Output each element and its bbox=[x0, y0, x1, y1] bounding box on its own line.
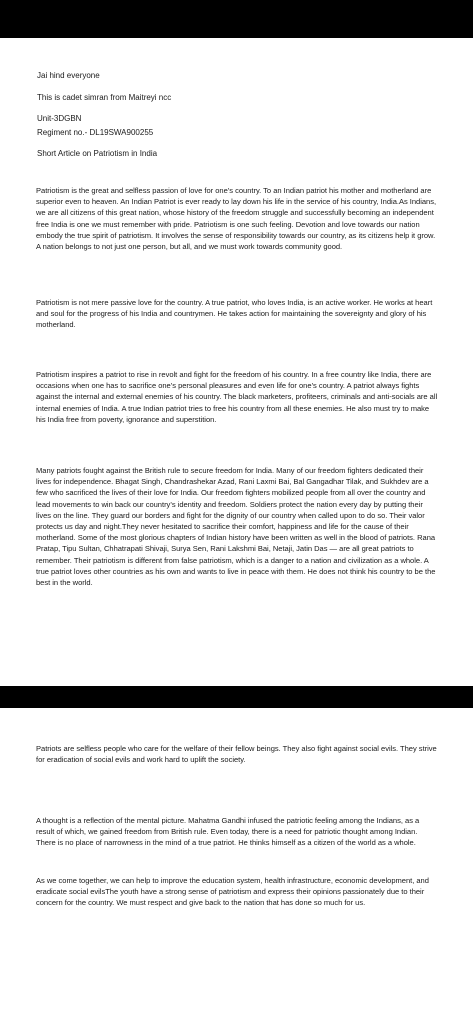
document-page-2 bbox=[0, 708, 473, 1024]
paragraph: As we come together, we can help to improve the education system, health infrastructure, economic development, and eradicate social evilsThe youth have a strong sense of patriotism and express their opinions passionately due to their concern for the country. We must respect and give back to the nation that has done so much for us. bbox=[36, 876, 429, 908]
paragraph: Many patriots fought against the British rule to secure freedom for India. Many of our freedom fighters dedicated their lives for independence. Bhagat Singh, Chandrashekar Azad, Rani Laxmi Bai, Bal Gangadhar Tilak, and Sukhdev are a few who sacrificed the lives of their love for India. Our freedom fighters mobilized people from all over the country and lead movements to win back our country’s identity and freedom. Soldiers protect the nation every day by putting their lives on the line. They guard our borders and fight for the dignity of our country when called upon to do so. Their valor protects us day and night.They never hesitated to sacrifice their comfort, happiness and life for the cause of their motherland. Some of the most glorious chapters of Indian history have been written as well in the blood of patriots. Rana Pratap, Tipu Sultan, Chhatrapati Shivaji, Surya Sen, Rani Lakshmi Bai, Netaji, Jatin Das — are all great patriots to remember. Their patriotism is different from false patriotism, which is a danger to a nation and civilization as a whole. A true patriot loves other countries as his own and wants to live in peace with them. He does not think his country to be the best in the world. bbox=[36, 466, 436, 588]
paragraph: Patriotism is the great and selfless passion of love for one’s country. To an Indian patriot his mother and motherland are superior even to heaven. An Indian Patriot is ever ready to lay down his life in the service of his country, India.As Indians, we are all citizens of this great nation, whose history of the freedom struggle and successfully becoming an independent free India is one we must remember with pride. Patriotism is one such feeling. Devotion and love towards our nation embody the true spirit of patriotism. It involves the sense of responsibility towards our country, as its citizens help it grow. A nation belongs to not just one person, but all, and we must work towards community good. bbox=[36, 186, 437, 252]
paragraph: Patriots are selfless people who care for the welfare of their fellow beings. They also fight against social evils. They strive for eradication of social evils and work hard to uplift the society. bbox=[36, 744, 437, 765]
document-page-1 bbox=[0, 38, 473, 686]
paragraph: Patriotism inspires a patriot to rise in revolt and fight for the freedom of his country. In a free country like India, there are occasions when one has to sacrifice one’s personal pleasures and even life for one’s country. A patriot always fights against the internal and external enemies of his country. The black marketers, profiteers, criminals and anti-socials are all internal enemies of India. A true Indian patriot tries to free his country from all these enemies. He also must try to make his India free from poverty, ignorance and superstition. bbox=[36, 370, 438, 424]
article-title: Short Article on Patriotism in India bbox=[37, 149, 158, 158]
unit-line: Unit-3DGBN bbox=[37, 114, 82, 123]
paragraph: A thought is a reflection of the mental picture. Mahatma Gandhi infused the patriotic feeling among the Indians, as a result of which, we gained freedom from British rule. Even today, there is a need for patriotic thought among Indian. There is no place of narrowness in the mind of a true patriot. He thinks himself as a citizen of the world as a whole. bbox=[36, 816, 420, 848]
paragraph: Patriotism is not mere passive love for the country. A true patriot, who loves India, is an active worker. He works at heart and soul for the progress of his India and countrymen. He takes action for maintaining the sovereignty and glory of his motherland. bbox=[36, 298, 433, 330]
greeting-line: Jai hind everyone bbox=[37, 71, 100, 80]
intro-line: This is cadet simran from Maitreyi ncc bbox=[37, 93, 172, 102]
regiment-line: Regiment no.- DL19SWA900255 bbox=[37, 128, 154, 137]
